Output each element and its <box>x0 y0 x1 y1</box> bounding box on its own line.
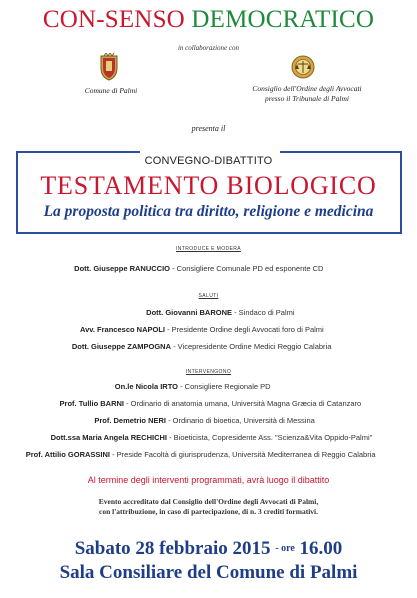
org-comune-palmi: Comune di Palmi <box>84 86 138 95</box>
debate-note: Al termine degli interventi programmati, avrà luogo il dibattito <box>87 475 330 485</box>
speaker-name: Prof. Tullio BARNI <box>59 399 124 408</box>
ordine-avvocati-crest-icon <box>291 53 315 81</box>
speaker-name: Prof. Attilio GORASSINI <box>25 450 110 459</box>
speaker-row <box>0 399 417 408</box>
moderator-heading: INTRODUCE E MODERA <box>176 246 241 252</box>
event-venue: Sala Consiliare del Comune di Palmi <box>59 562 358 583</box>
moderator-role: - Consigliere Comunale PD ed esponente CD <box>172 264 324 273</box>
title-part-con-senso: CON-SENSO <box>42 6 185 33</box>
greeting-name: Dott. Giovanni BARONE <box>146 308 232 317</box>
accreditation-line2: con l'attribuzione, in caso di partecipazione, di n. 3 crediti formativi. <box>98 507 318 516</box>
org-ordine-line1: Consiglio dell'Ordine degli Avvocati <box>252 84 362 93</box>
conference-type: CONVEGNO-DIBATTITO <box>144 155 273 167</box>
organizer-title <box>0 6 417 34</box>
greeting-role: - Presidente Ordine degli Avvocati foro di Palmi <box>167 325 324 334</box>
collaboration-text: in collaborazione con <box>177 44 240 52</box>
event-time-separator: - ore <box>275 543 295 554</box>
title-frame-bottom <box>16 232 402 234</box>
greeting-row <box>0 325 417 334</box>
greeting-name: Dott. Giuseppe ZAMPOGNA <box>71 342 171 351</box>
greetings-heading: SALUTI <box>198 293 219 299</box>
presents-text: presenta il <box>191 124 226 133</box>
greeting-role: - Sindaco di Palmi <box>234 308 295 317</box>
title-frame-top-right <box>280 151 402 153</box>
event-date-time <box>0 538 417 560</box>
speaker-name: On.le Nicola IRTO <box>114 382 178 391</box>
greeting-row <box>0 308 417 317</box>
greeting-role: - Vicepresidente Ordine Medici Reggio Calabria <box>173 342 332 351</box>
speakers-heading: INTERVENGONO <box>185 369 232 375</box>
speaker-role: - Ordinario di bioetica, Università di Messina <box>168 416 315 425</box>
speaker-role: - Preside Facoltà di giurisprudenza, Università Mediterranea di Reggio Calabria <box>112 450 376 459</box>
conference-subtitle: La proposta politica tra diritto, religione e medicina <box>43 203 374 220</box>
comune-palmi-crest-icon <box>97 53 121 81</box>
conference-title: TESTAMENTO BIOLOGICO <box>40 171 377 200</box>
org-ordine-line2: presso il Tribunale di Palmi <box>265 94 349 103</box>
speaker-name: Prof. Demetrio NERI <box>94 416 166 425</box>
org-ordine-avvocati <box>232 84 382 104</box>
event-time: 16.00 <box>299 538 343 559</box>
speaker-role: - Bioeticista, Copresidente Ass. "Scienza&Vita Oppido-Palmi" <box>169 433 373 442</box>
speaker-row <box>0 450 417 459</box>
greeting-row <box>0 342 417 351</box>
title-part-democratico: DEMOCRATICO <box>191 6 375 33</box>
greeting-name: Avv. Francesco NAPOLI <box>79 325 165 334</box>
accreditation-line1: Evento accreditato dal Consiglio dell'Ordine degli Avvocati di Palmi, <box>98 497 319 506</box>
speaker-role: - Consigliere Regionale PD <box>180 382 271 391</box>
speaker-row <box>0 382 417 391</box>
speaker-role: - Ordinario di anatomia umana, Università Magna Græcia di Catanzaro <box>126 399 362 408</box>
speaker-row <box>0 433 417 442</box>
speaker-name: Dott.ssa Maria Angela RECHICHI <box>50 433 167 442</box>
speaker-row <box>0 416 417 425</box>
title-frame-top-left <box>16 151 140 153</box>
moderator-name: Dott. Giuseppe RANUCCIO <box>74 264 170 273</box>
event-date: Sabato 28 febbraio 2015 <box>74 538 271 559</box>
moderator-row <box>0 264 417 273</box>
